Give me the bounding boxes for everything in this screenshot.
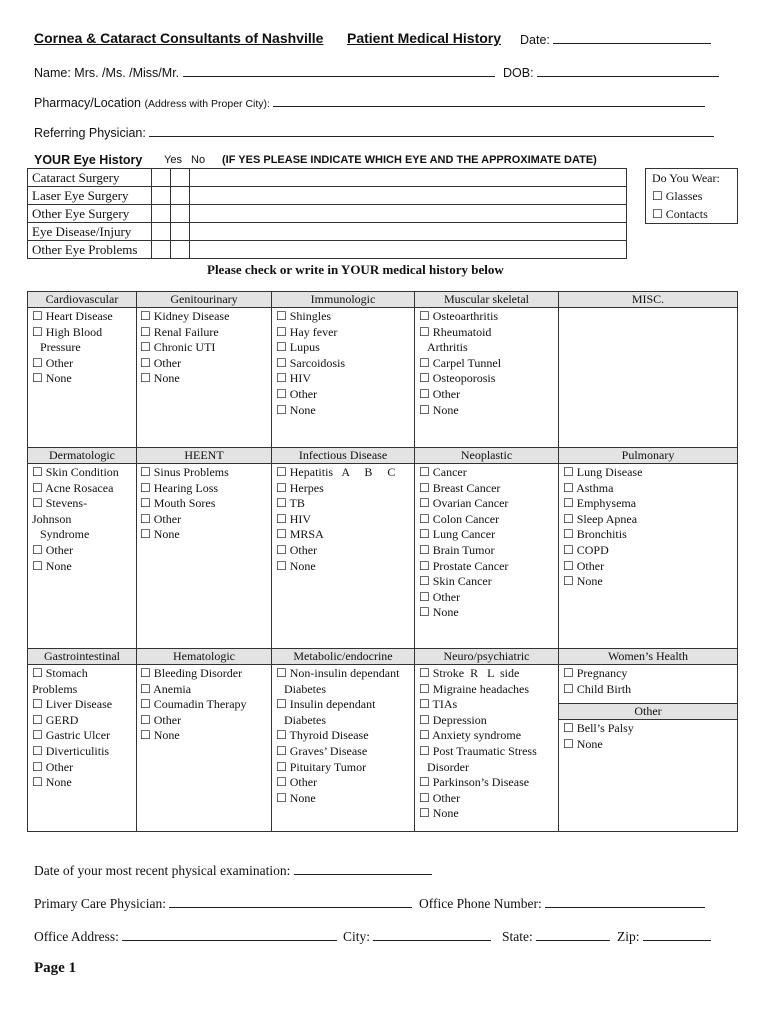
checkbox-item[interactable]: ☐ Shingles	[276, 309, 332, 323]
checkbox-item[interactable]: ☐ Chronic UTI	[140, 340, 216, 355]
checkbox-item[interactable]: ☐ Anemia	[140, 681, 192, 696]
category-header: Gastrointestinal	[28, 649, 136, 665]
checkbox-item[interactable]: ☐ Osteoarthritis	[419, 309, 499, 323]
grid-divider	[136, 292, 137, 831]
checkbox-item[interactable]: ☐ COPD	[563, 542, 609, 557]
checkbox-item[interactable]: ☐ Other	[32, 542, 74, 557]
checkbox-item[interactable]: ☐ Cancer	[419, 465, 467, 479]
checkbox-item[interactable]: ☐ Rheumatoid	[419, 324, 492, 339]
yes-checkbox[interactable]	[152, 223, 171, 241]
eye-row-label: Eye Disease/Injury	[28, 223, 152, 241]
checkbox-item[interactable]: ☐ None	[419, 402, 459, 417]
category-gastrointestinal	[32, 666, 112, 791]
checkbox-item[interactable]: ☐ High Blood	[32, 324, 103, 339]
item-continuation: Disorder	[427, 759, 469, 774]
eye-row	[28, 223, 627, 241]
checkbox-item[interactable]: ☐ Mouth Sores	[140, 496, 216, 511]
checkbox-item[interactable]: ☐ None	[276, 402, 316, 417]
checkbox-item[interactable]: ☐ Pituitary Tumor	[276, 759, 367, 774]
checkbox-item[interactable]: ☐ Other	[140, 712, 182, 727]
category-header: Pulmonary	[559, 448, 737, 464]
checkbox-item[interactable]: ☐ Sarcoidosis	[276, 355, 346, 370]
checkbox-item[interactable]: ☐ None	[140, 527, 180, 542]
checkbox-item[interactable]: ☐ None	[32, 371, 72, 386]
checkbox-item[interactable]: ☐ Asthma	[563, 480, 614, 495]
name-input[interactable]	[183, 65, 495, 77]
checkbox-item[interactable]: ☐ TIAs	[419, 697, 458, 712]
category-header: Neuro/psychiatric	[415, 649, 558, 665]
office-phone-input[interactable]	[545, 896, 705, 908]
category-dermatologic	[32, 465, 119, 574]
pcp-field[interactable]	[34, 896, 412, 912]
category-neoplastic	[419, 465, 508, 621]
state-field[interactable]	[502, 929, 610, 945]
checkbox-item[interactable]: ☐ Acne Rosacea	[32, 480, 114, 495]
zip-label: Zip:	[617, 929, 640, 944]
checkbox-item[interactable]: ☐ Other	[276, 542, 318, 557]
no-checkbox[interactable]	[171, 205, 190, 223]
pcp-label: Primary Care Physician:	[34, 896, 166, 911]
checkbox-item[interactable]: ☐ Stevens-	[32, 496, 88, 511]
category-header: HEENT	[137, 448, 271, 464]
checkbox-item[interactable]: ☐ Renal Failure	[140, 324, 219, 339]
item-continuation: Pressure	[40, 340, 81, 355]
checkbox-item[interactable]: ☐ Depression	[419, 712, 487, 727]
zip-field[interactable]	[617, 929, 711, 945]
state-input[interactable]	[536, 929, 610, 941]
date-field[interactable]	[520, 32, 711, 47]
date-input[interactable]	[553, 32, 711, 44]
checkbox-item[interactable]: ☐ Prostate Cancer	[419, 558, 509, 573]
eye-row-label: Other Eye Problems	[28, 241, 152, 259]
category-other	[563, 721, 634, 752]
name-field[interactable]	[34, 65, 495, 80]
eye-detail-input[interactable]	[190, 241, 627, 259]
checkbox-item[interactable]: ☐ Other	[276, 775, 318, 790]
checkbox-item[interactable]: ☐ None	[140, 371, 180, 386]
grid-divider	[414, 292, 415, 831]
category-immunologic	[276, 309, 345, 418]
city-input[interactable]	[373, 929, 491, 941]
glasses-option[interactable]: ☐ Glasses	[652, 189, 703, 203]
exam-date-input[interactable]	[294, 863, 432, 875]
pharmacy-label: Pharmacy/Location	[34, 96, 142, 110]
city-label: City:	[343, 929, 371, 944]
eye-row-label: Cataract Surgery	[28, 169, 152, 187]
checkbox-item[interactable]: ☐ Parkinson’s Disease	[419, 775, 530, 790]
office-phone-label: Office Phone Number:	[419, 896, 542, 911]
item-continuation: Diabetes	[284, 681, 326, 696]
eye-row	[28, 187, 627, 205]
category-infectious	[276, 465, 395, 574]
form-title: Patient Medical History	[347, 30, 502, 46]
eye-detail-input[interactable]	[190, 187, 627, 205]
checkbox-item[interactable]: ☐ Stomach	[32, 666, 88, 680]
category-womens-health	[563, 666, 631, 697]
category-musculoskeletal	[419, 309, 501, 418]
grid-divider	[271, 292, 272, 831]
category-header: Women’s Health	[559, 649, 737, 665]
medical-history-grid	[27, 291, 738, 832]
category-header: Other	[559, 704, 737, 720]
category-neuro	[419, 666, 537, 822]
checkbox-item[interactable]: ☐ Other	[563, 558, 605, 573]
checkbox-item[interactable]: ☐ Sleep Apnea	[563, 511, 638, 526]
category-header: Cardiovascular	[28, 292, 136, 308]
no-checkbox[interactable]	[171, 187, 190, 205]
item-continuation: Johnson	[32, 511, 72, 526]
eye-row-label: Other Eye Surgery	[28, 205, 152, 223]
contacts-option[interactable]: ☐ Contacts	[652, 207, 708, 221]
checkbox-item[interactable]: ☐ Breast Cancer	[419, 480, 501, 495]
category-cardiovascular	[32, 309, 113, 387]
checkbox-item[interactable]: ☐ HIV	[276, 371, 312, 386]
exam-date-label: Date of your most recent physical examination:	[34, 863, 291, 878]
eye-row	[28, 241, 627, 259]
referring-label: Referring Physician:	[34, 126, 146, 140]
office-address-label: Office Address:	[34, 929, 119, 944]
do-you-wear-title: Do You Wear:	[652, 171, 720, 185]
page-number: Page 1	[34, 960, 77, 976]
checkbox-item[interactable]: ☐ Bronchitis	[563, 527, 627, 542]
checkbox-item[interactable]: ☐ Lupus	[276, 340, 320, 355]
category-header: Hematologic	[137, 649, 271, 665]
yes-checkbox[interactable]	[152, 241, 171, 259]
checkbox-item[interactable]: ☐ None	[32, 775, 72, 790]
eye-row	[28, 205, 627, 223]
checkbox-item[interactable]: ☐ None	[419, 806, 459, 821]
checkbox-item[interactable]: ☐ Other	[419, 589, 461, 604]
pharmacy-note: (Address with Proper City):	[144, 98, 270, 110]
checkbox-item[interactable]: ☐ Pregnancy	[563, 666, 628, 680]
dob-input[interactable]	[537, 65, 719, 77]
checkbox-item[interactable]: ☐ None	[140, 728, 180, 743]
checkbox-item[interactable]: ☐ Hay fever	[276, 324, 338, 339]
do-you-wear-box	[645, 168, 738, 224]
referring-field[interactable]	[34, 125, 714, 140]
office-phone-field[interactable]	[419, 896, 705, 912]
checkbox-item[interactable]: ☐ TB	[276, 496, 305, 511]
checkbox-item[interactable]: ☐ Other	[32, 355, 74, 370]
checkbox-item[interactable]: ☐ None	[419, 605, 459, 620]
checkbox-item[interactable]: ☐ None	[563, 574, 603, 589]
checkbox-item[interactable]: ☐ Hearing Loss	[140, 480, 219, 495]
checkbox-item[interactable]: ☐ Heart Disease	[32, 309, 113, 323]
exam-date-field[interactable]	[34, 863, 432, 879]
dob-label: DOB:	[503, 66, 534, 80]
checkbox-item[interactable]: ☐ None	[276, 790, 316, 805]
checkbox-item[interactable]: ☐ None	[32, 558, 72, 573]
checkbox-item[interactable]: ☐ Osteoporosis	[419, 371, 496, 386]
eye-history-title: YOUR Eye History	[34, 153, 143, 167]
eye-detail-input[interactable]	[190, 223, 627, 241]
eye-detail-input[interactable]	[190, 169, 627, 187]
city-field[interactable]	[343, 929, 491, 945]
checkbox-item[interactable]: ☐ Bell’s Palsy	[563, 721, 634, 735]
checkbox-item[interactable]: ☐ Bleeding Disorder	[140, 666, 243, 680]
item-continuation: Syndrome	[40, 527, 90, 542]
item-continuation: Problems	[32, 681, 78, 696]
checkbox-item[interactable]: ☐ Kidney Disease	[140, 309, 230, 323]
checkbox-item[interactable]: ☐ Gastric Ulcer	[32, 728, 111, 743]
no-checkbox[interactable]	[171, 169, 190, 187]
category-heent	[140, 465, 229, 543]
date-label: Date:	[520, 33, 550, 47]
state-label: State:	[502, 929, 533, 944]
checkbox-item[interactable]: ☐ Stroke R L side	[419, 666, 520, 680]
checkbox-item[interactable]: ☐ Anxiety syndrome	[419, 728, 522, 743]
category-hematologic	[140, 666, 247, 744]
item-continuation: Arthritis	[427, 340, 468, 355]
checkbox-item[interactable]: ☐ Hepatitis A B C	[276, 465, 396, 479]
zip-input[interactable]	[643, 929, 711, 941]
category-pulmonary	[563, 465, 642, 590]
category-genitourinary	[140, 309, 229, 387]
name-label: Name: Mrs. /Ms. /Miss/Mr.	[34, 66, 180, 80]
checkbox-item[interactable]: ☐ Migraine headaches	[419, 681, 530, 696]
category-header: Immunologic	[272, 292, 414, 308]
office-address-input[interactable]	[122, 929, 337, 941]
yes-checkbox[interactable]	[152, 205, 171, 223]
checkbox-item[interactable]: ☐ GERD	[32, 712, 79, 727]
category-header: Infectious Disease	[272, 448, 414, 464]
eye-instruction: (IF YES PLEASE INDICATE WHICH EYE AND THE APPROXIMATE DATE)	[222, 154, 597, 166]
yes-checkbox[interactable]	[152, 187, 171, 205]
checkbox-item[interactable]: ☐ Liver Disease	[32, 697, 113, 712]
checkbox-item[interactable]: ☐ Insulin dependant	[276, 697, 376, 712]
checkbox-item[interactable]: ☐ Other	[140, 355, 182, 370]
checkbox-item[interactable]: ☐ Non-insulin dependant	[276, 666, 400, 680]
checkbox-item[interactable]: ☐ Coumadin Therapy	[140, 697, 247, 712]
pcp-input[interactable]	[169, 896, 412, 908]
no-checkbox[interactable]	[171, 223, 190, 241]
checkbox-item[interactable]: ☐ None	[563, 736, 603, 751]
checkbox-item[interactable]: ☐ Thyroid Disease	[276, 728, 369, 743]
no-header: No	[191, 154, 206, 166]
eye-row-label: Laser Eye Surgery	[28, 187, 152, 205]
category-header: Neoplastic	[415, 448, 558, 464]
checkbox-item[interactable]: ☐ Skin Cancer	[419, 574, 492, 589]
checkbox-item[interactable]: ☐ Lung Disease	[563, 465, 643, 479]
dob-field[interactable]	[503, 65, 719, 80]
checkbox-item[interactable]: ☐ MRSA	[276, 527, 324, 542]
office-address-field[interactable]	[34, 929, 337, 945]
checkbox-item[interactable]: ☐ Carpel Tunnel	[419, 355, 502, 370]
checkbox-item[interactable]: ☐ Other	[32, 759, 74, 774]
checkbox-item[interactable]: ☐ Lung Cancer	[419, 527, 496, 542]
referring-input[interactable]	[149, 125, 714, 137]
category-header: Muscular skeletal	[415, 292, 558, 308]
eye-row	[28, 169, 627, 187]
category-header: Genitourinary	[137, 292, 271, 308]
checkbox-item[interactable]: ☐ Post Traumatic Stress	[419, 743, 537, 758]
yes-checkbox[interactable]	[152, 169, 171, 187]
checkbox-item[interactable]: ☐ Brain Tumor	[419, 542, 495, 557]
eye-detail-input[interactable]	[190, 205, 627, 223]
section-title: Please check or write in YOUR medical history below	[207, 262, 504, 277]
category-header: Dermatologic	[28, 448, 136, 464]
checkbox-item[interactable]: ☐ Diverticulitis	[32, 743, 110, 758]
checkbox-item[interactable]: ☐ Other	[140, 511, 182, 526]
practice-name: Cornea & Cataract Consultants of Nashville	[34, 30, 324, 46]
checkbox-item[interactable]: ☐ Colon Cancer	[419, 511, 500, 526]
pharmacy-field[interactable]	[34, 95, 705, 110]
checkbox-item[interactable]: ☐ HIV	[276, 511, 312, 526]
checkbox-item[interactable]: ☐ Skin Condition	[32, 465, 119, 479]
item-continuation: Diabetes	[284, 712, 326, 727]
yes-header: Yes	[164, 154, 182, 166]
checkbox-item[interactable]: ☐ Child Birth	[563, 681, 632, 696]
checkbox-item[interactable]: ☐ Ovarian Cancer	[419, 496, 509, 511]
checkbox-item[interactable]: ☐ Other	[276, 386, 318, 401]
checkbox-item[interactable]: ☐ Other	[419, 790, 461, 805]
checkbox-item[interactable]: ☐ Graves’ Disease	[276, 743, 368, 758]
checkbox-item[interactable]: ☐ Emphysema	[563, 496, 637, 511]
no-checkbox[interactable]	[171, 241, 190, 259]
checkbox-item[interactable]: ☐ Other	[419, 386, 461, 401]
checkbox-item[interactable]: ☐ None	[276, 558, 316, 573]
category-header: Metabolic/endocrine	[272, 649, 414, 665]
category-header: MISC.	[559, 292, 737, 308]
pharmacy-input[interactable]	[273, 95, 705, 107]
grid-divider	[558, 292, 559, 831]
category-metabolic	[276, 666, 399, 806]
checkbox-item[interactable]: ☐ Herpes	[276, 480, 324, 495]
eye-history-table	[27, 168, 627, 259]
checkbox-item[interactable]: ☐ Sinus Problems	[140, 465, 229, 479]
